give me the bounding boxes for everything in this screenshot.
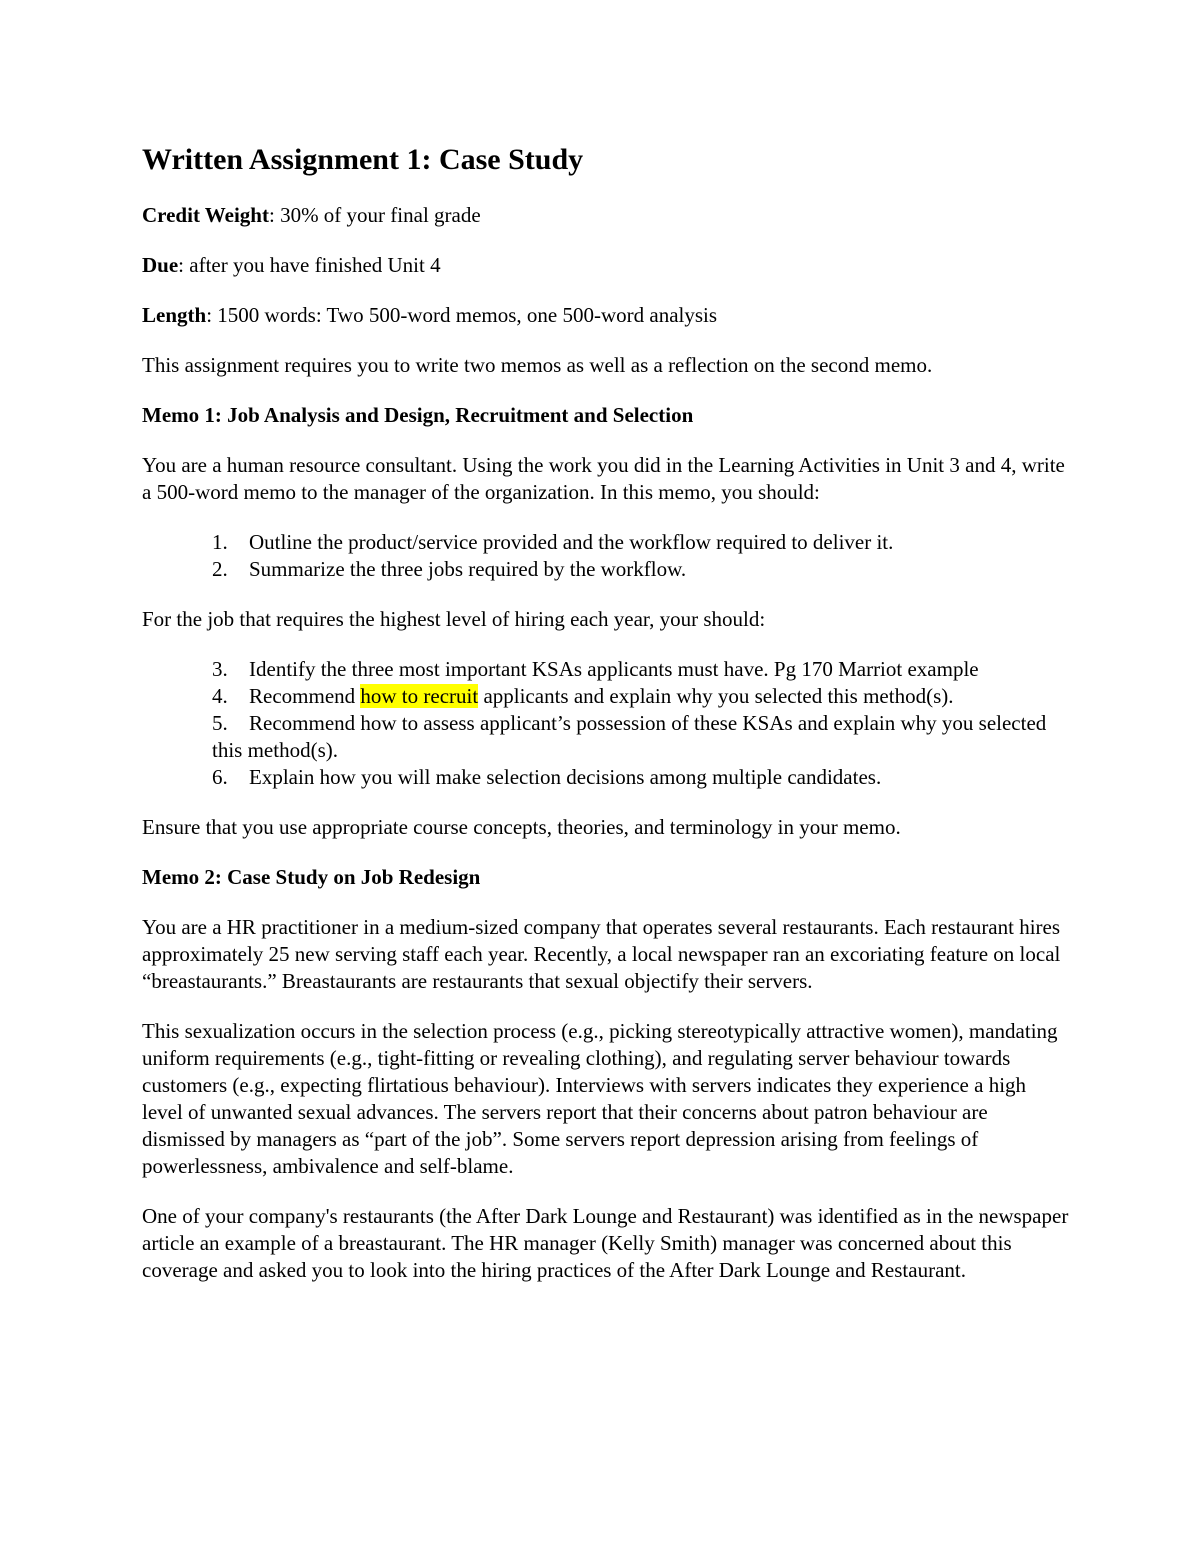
list-number: 2. xyxy=(212,557,228,581)
list-text: Summarize the three jobs required by the workflow. xyxy=(249,557,687,581)
credit-weight-value: : 30% of your final grade xyxy=(268,203,481,227)
list-item xyxy=(212,764,1052,791)
due-line xyxy=(142,252,1072,279)
credit-weight-label: Credit Weight xyxy=(142,203,269,227)
list-number: 4. xyxy=(212,684,228,708)
document-body xyxy=(142,140,1072,1307)
length-value: : 1500 words: Two 500-word memos, one 500-word analysis xyxy=(206,303,718,327)
memo2-paragraph: You are a HR practitioner in a medium-sized company that operates several restaurants. Each restaurant hires approximately 25 new serving staff each year. Recently, a local newspaper ran an excoriating feature on local “breastaurants.” Breastaurants are restaurants that sexual objectify their servers. xyxy=(142,915,1061,993)
memo1-heading: Memo 1: Job Analysis and Design, Recruitment and Selection xyxy=(142,403,694,427)
list-text: Recommend how to assess applicant’s possession of these KSAs and explain why you selected this method(s). xyxy=(212,711,1047,762)
due-value: : after you have finished Unit 4 xyxy=(178,253,441,277)
memo2-heading: Memo 2: Case Study on Job Redesign xyxy=(142,865,481,889)
memo2-paragraph: This sexualization occurs in the selection process (e.g., picking stereotypically attractive women), mandating uniform requirements (e.g., tight-fitting or revealing clothing), and regulating server behaviour towards customers (e.g., expecting flirtatious behaviour). Interviews with servers indicates they experience a high level of unwanted sexual advances. The servers report that their concerns about patron behaviour are dismissed by managers as “part of the job”. Some servers report depression arising from feelings of powerlessness, ambivalence and self-blame. xyxy=(142,1019,1058,1178)
list-text-post: applicants and explain why you selected this method(s). xyxy=(478,684,954,708)
highlighted-text: how to recruit xyxy=(360,684,479,708)
list-number: 6. xyxy=(212,765,228,789)
due-label: Due xyxy=(142,253,179,277)
intro-paragraph: This assignment requires you to write two memos as well as a reflection on the second memo. xyxy=(142,353,933,377)
list-text: Outline the product/service provided and the workflow required to deliver it. xyxy=(249,530,894,554)
memo2-paragraph: One of your company's restaurants (the After Dark Lounge and Restaurant) was identified as in the newspaper article an example of a breastaurant. The HR manager (Kelly Smith) manager was concerned about this coverage and asked you to look into the hiring practices of the After Dark Lounge and Restaurant. xyxy=(142,1204,1069,1282)
length-label: Length xyxy=(142,303,207,327)
list-number: 1. xyxy=(212,530,228,554)
list-text: Identify the three most important KSAs applicants must have. Pg 170 Marriot example xyxy=(249,657,979,681)
memo1-paragraph: You are a human resource consultant. Using the work you did in the Learning Activities in Unit 3 and 4, write a 500-word memo to the manager of the organization. In this memo, you should: xyxy=(142,453,1065,504)
document-title: Written Assignment 1: Case Study xyxy=(142,143,584,176)
list-item xyxy=(212,683,1052,710)
memo1-list-1 xyxy=(142,529,1052,583)
list-text: Explain how you will make selection decisions among multiple candidates. xyxy=(249,765,882,789)
credit-weight-line xyxy=(142,202,1072,229)
list-number: 5. xyxy=(212,711,228,735)
length-line xyxy=(142,302,1072,329)
list-number: 3. xyxy=(212,657,228,681)
list-item xyxy=(212,556,1052,583)
list-item xyxy=(212,710,1052,764)
memo1-list-2 xyxy=(142,656,1052,791)
list-item xyxy=(212,529,1052,556)
memo1-paragraph-2: For the job that requires the highest level of hiring each year, your should: xyxy=(142,607,766,631)
list-item xyxy=(212,656,1052,683)
list-text-pre: Recommend xyxy=(249,684,361,708)
memo1-closing: Ensure that you use appropriate course concepts, theories, and terminology in your memo. xyxy=(142,815,901,839)
